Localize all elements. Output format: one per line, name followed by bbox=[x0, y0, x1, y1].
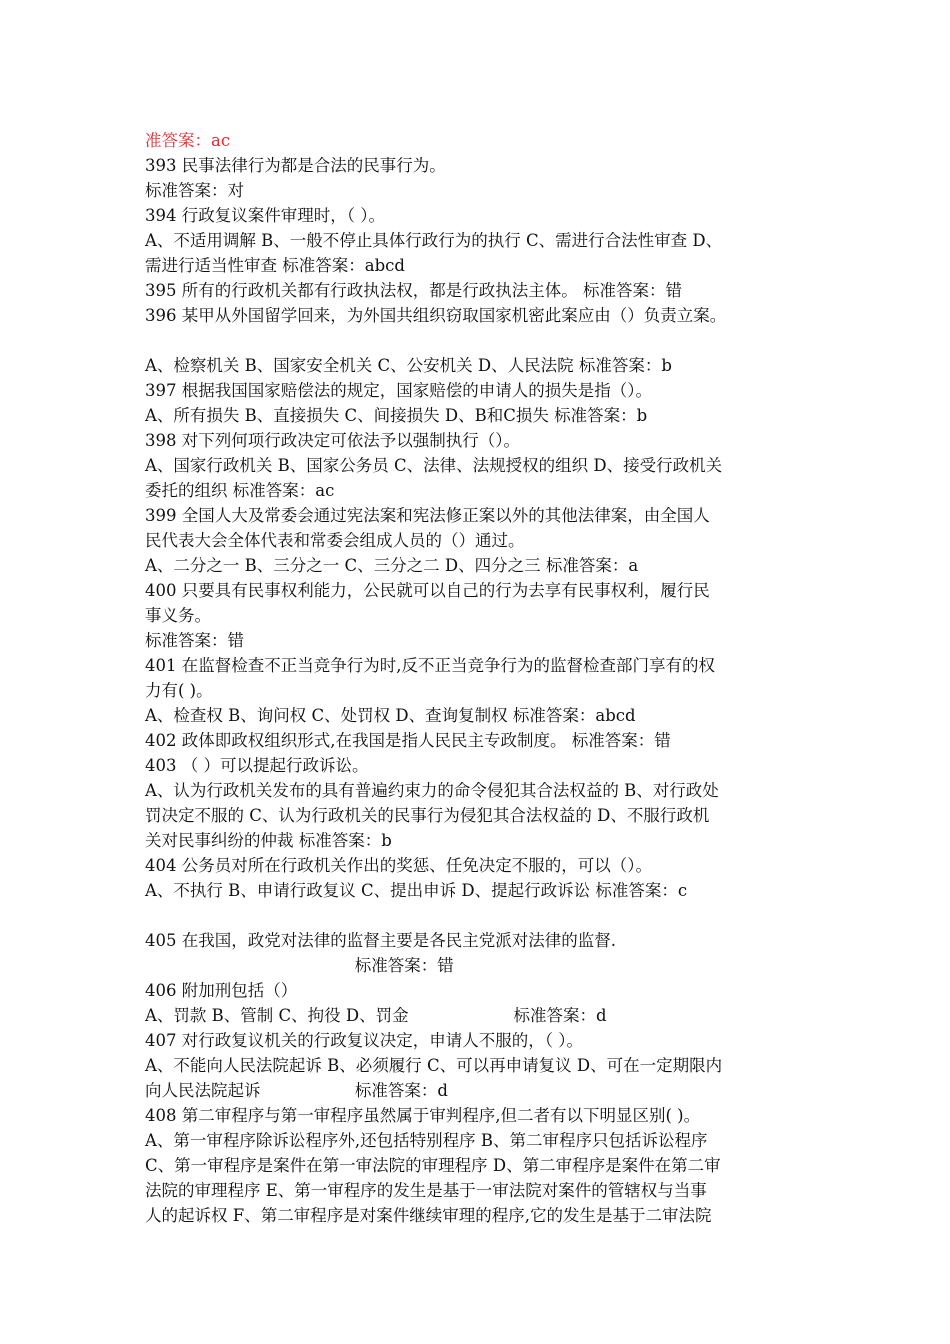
text-line: 407 对行政复议机关的行政复议决定，申请人不服的，（ ）。 bbox=[145, 1031, 583, 1050]
document-body bbox=[145, 128, 815, 1228]
text-line: 399 全国人大及常委会通过宪法案和宪法修正案以外的其他法律案，由全国人 bbox=[145, 506, 710, 525]
text-line: 法院的审理程序 E、第一审程序的发生是基于一审法院对案件的管辖权与当事 bbox=[145, 1181, 707, 1200]
text-line: A、第一审程序除诉讼程序外,还包括特别程序 B、第二审程序只包括诉讼程序 bbox=[145, 1131, 708, 1150]
blank-line bbox=[145, 903, 815, 928]
text-line: 405 在我国，政党对法律的监督主要是各民主党派对法律的监督. bbox=[145, 931, 616, 950]
text-line: 396 某甲从外国留学回来，为外国共组织窃取国家机密此案应由（）负责立案。 bbox=[145, 306, 727, 325]
text-line: A、国家行政机关 B、国家公务员 C、法律、法规授权的组织 D、接受行政机关 bbox=[145, 456, 723, 475]
text-line: C、第一审程序是案件在第一审法院的审理程序 D、第二审程序是案件在第二审 bbox=[145, 1156, 721, 1175]
text-line: A、不执行 B、申请行政复议 C、提出申诉 D、提起行政诉讼 标准答案：c bbox=[145, 881, 688, 900]
text-line: 402 政体即政权组织形式,在我国是指人民民主专政制度。 标准答案：错 bbox=[145, 731, 671, 750]
blank-line bbox=[145, 328, 815, 353]
text-line: A、检察机关 B、国家安全机关 C、公安机关 D、人民法院 标准答案：b bbox=[145, 356, 672, 375]
text-line: 404 公务员对所在行政机关作出的奖惩、任免决定不服的，可以（）。 bbox=[145, 856, 652, 875]
text-line: A、检查权 B、询问权 C、处罚权 D、查询复制权 标准答案：abcd bbox=[145, 706, 636, 725]
text-line: 标准答案：错 bbox=[145, 956, 454, 975]
text-line: 罚决定不服的 C、认为行政机关的民事行为侵犯其合法权益的 D、不服行政机 bbox=[145, 806, 710, 825]
text-line: A、认为行政机关发布的具有普遍约束力的命令侵犯其合法权益的 B、对行政处 bbox=[145, 781, 719, 800]
text-line: A、不适用调解 B、一般不停止具体行政行为的执行 C、需进行合法性审查 D、 bbox=[145, 231, 723, 250]
text-line: 400 只要具有民事权利能力，公民就可以自己的行为去享有民事权利，履行民 bbox=[145, 581, 710, 600]
text-line: 397 根据我国国家赔偿法的规定，国家赔偿的申请人的损失是指（）。 bbox=[145, 381, 652, 400]
text-line: 393 民事法律行为都是合法的民事行为。 bbox=[145, 156, 446, 175]
text-line: 标准答案：对 bbox=[145, 181, 244, 200]
text-line: 委托的组织 标准答案：ac bbox=[145, 481, 335, 500]
text-line: 401 在监督检查不正当竞争行为时,反不正当竞争行为的监督检查部门享有的权 bbox=[145, 656, 715, 675]
text-line: A、二分之一 B、三分之一 C、三分之二 D、四分之三 标准答案：a bbox=[145, 556, 639, 575]
text-line: 民代表大会全体代表和常委会组成人员的（）通过。 bbox=[145, 531, 525, 550]
answer-fragment: 准答案：ac bbox=[145, 131, 231, 150]
text-line: 向人民法院起诉 标准答案：d bbox=[145, 1081, 448, 1100]
text-line: A、不能向人民法院起诉 B、必须履行 C、可以再申请复议 D、可在一定期限内 bbox=[145, 1056, 723, 1075]
text-line: 398 对下列何项行政决定可依法予以强制执行（）。 bbox=[145, 431, 520, 450]
text-line: 406 附加刑包括（） bbox=[145, 981, 298, 1000]
text-line: 408 第二审程序与第一审程序虽然属于审判程序,但二者有以下明显区别( )。 bbox=[145, 1106, 701, 1125]
text-line: 395 所有的行政机关都有行政执法权，都是行政执法主体。 标准答案：错 bbox=[145, 281, 682, 300]
text-line: 关对民事纠纷的仲裁 标准答案：b bbox=[145, 831, 392, 850]
text-line: 标准答案：错 bbox=[145, 631, 244, 650]
text-line: 394 行政复议案件审理时，（ ）。 bbox=[145, 206, 385, 225]
text-line: A、所有损失 B、直接损失 C、间接损失 D、B和C损失 标准答案：b bbox=[145, 406, 648, 425]
text-line: 力有( )。 bbox=[145, 681, 213, 700]
text-line: 事义务。 bbox=[145, 606, 211, 625]
text-line: 需进行适当性审查 标准答案：abcd bbox=[145, 256, 405, 275]
text-line: 403 （ ）可以提起行政诉讼。 bbox=[145, 756, 369, 775]
text-line: 人的起诉权 F、第二审程序是对案件继续审理的程序,它的发生是基于二审法院 bbox=[145, 1206, 712, 1225]
text-line: A、罚款 B、管制 C、拘役 D、罚金 标准答案：d bbox=[145, 1006, 607, 1025]
